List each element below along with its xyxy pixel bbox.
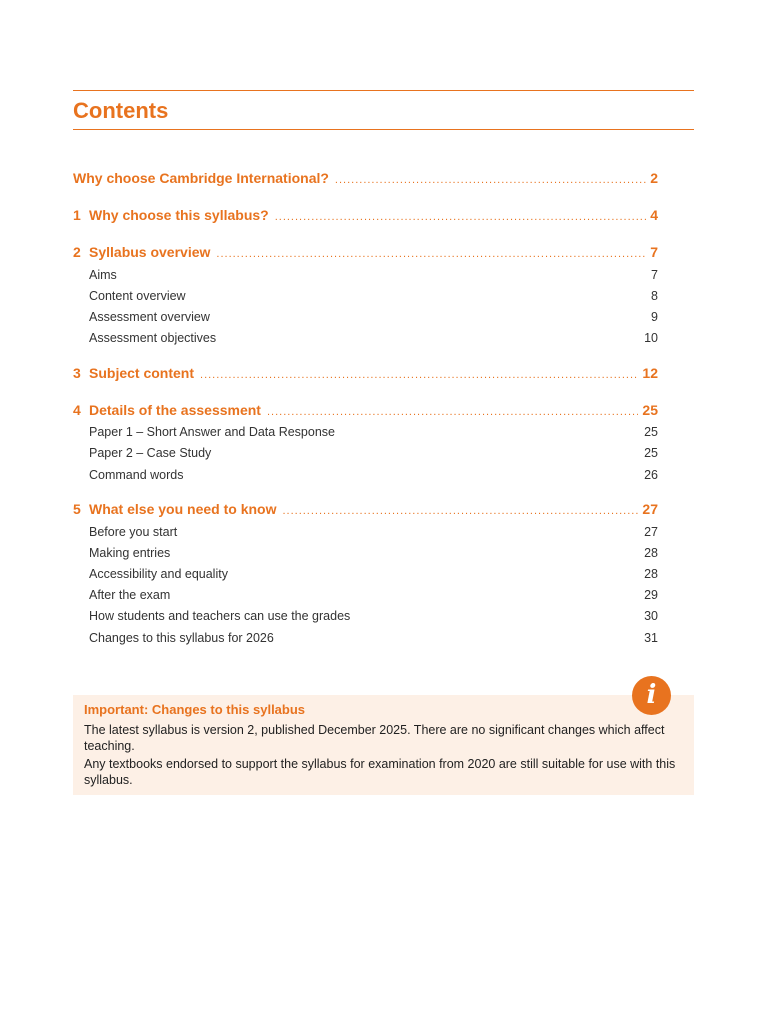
callout-paragraph: Any textbooks endorsed to support the syllabus for examination from 2020 are still suitable for use with this syllabus. <box>84 757 676 787</box>
callout-title: Important: Changes to this syllabus <box>84 702 306 717</box>
toc-entry-page: 2 <box>650 170 658 186</box>
toc-entry-label: Why choose Cambridge International? <box>73 170 329 186</box>
toc-subentry-label: Assessment objectives <box>89 331 217 345</box>
toc-subentry-label: How students and teachers can use the grades <box>89 609 351 623</box>
toc-leader-dots <box>275 208 647 226</box>
toc-subentry-label: Content overview <box>89 289 186 303</box>
toc-leader-dots <box>267 403 638 421</box>
toc-subentry-use-grades[interactable] <box>73 608 658 624</box>
toc-entry-page: 7 <box>650 244 658 260</box>
toc-entry-page: 12 <box>642 365 658 381</box>
important-changes-callout <box>73 695 694 795</box>
toc-leader-dots <box>216 245 646 263</box>
info-icon: i <box>632 676 671 715</box>
toc-entry-page: 27 <box>642 501 658 517</box>
toc-entry-number: 3 <box>73 365 81 381</box>
toc-subentry-aims[interactable] <box>73 267 658 283</box>
toc-subentry-label: Before you start <box>89 525 178 539</box>
toc-subentry-after-exam[interactable] <box>73 587 658 603</box>
callout-body <box>84 722 684 790</box>
toc-subentry-label: Assessment overview <box>89 310 210 324</box>
toc-entry-what-else[interactable] <box>73 500 658 520</box>
toc-leader-dots <box>200 366 638 384</box>
toc-entry-label: Details of the assessment <box>89 402 261 418</box>
toc-subentry-label: Command words <box>89 468 184 482</box>
toc-subentry-label: Aims <box>89 268 117 282</box>
toc-entry-why-cambridge[interactable] <box>73 169 658 189</box>
toc-subentry-accessibility[interactable] <box>73 566 658 582</box>
toc-subentry-page: 31 <box>644 631 658 645</box>
toc-subentry-label: Paper 1 – Short Answer and Data Response <box>89 425 335 439</box>
toc-subentry-command-words[interactable] <box>73 467 658 483</box>
toc-subentry-page: 26 <box>644 468 658 482</box>
toc-entry-label: Why choose this syllabus? <box>89 207 269 223</box>
toc-subentry-label: Accessibility and equality <box>89 567 228 581</box>
toc-entry-page: 4 <box>650 207 658 223</box>
toc-subentry-page: 9 <box>651 310 658 324</box>
toc-subentry-page: 10 <box>644 331 658 345</box>
toc-subentry-page: 25 <box>644 425 658 439</box>
toc-entry-number: 4 <box>73 402 81 418</box>
callout-paragraph: The latest syllabus is version 2, published December 2025. There are no significant changes which affect teaching. <box>84 723 665 753</box>
page-title: Contents <box>73 98 169 123</box>
toc-subentry-making-entries[interactable] <box>73 545 658 561</box>
toc-entry-number: 2 <box>73 244 81 260</box>
toc-subentry-label: Changes to this syllabus for 2026 <box>89 631 274 645</box>
toc-entry-label: Syllabus overview <box>89 244 211 260</box>
toc-subentry-page: 25 <box>644 446 658 460</box>
toc-subentry-page: 30 <box>644 609 658 623</box>
toc-subentry-assessment-overview[interactable] <box>73 309 658 325</box>
toc-subentry-paper-1[interactable] <box>73 424 658 440</box>
toc-subentry-page: 7 <box>651 268 658 282</box>
header-rule-top <box>73 90 694 91</box>
toc-entry-number: 1 <box>73 207 81 223</box>
toc-subentry-assessment-objectives[interactable] <box>73 330 658 346</box>
toc-subentry-label: Paper 2 – Case Study <box>89 446 212 460</box>
toc-subentry-changes-2026[interactable] <box>73 630 658 646</box>
toc-entry-subject-content[interactable] <box>73 364 658 384</box>
toc-subentry-page: 29 <box>644 588 658 602</box>
toc-subentry-content-overview[interactable] <box>73 288 658 304</box>
toc-entry-number: 5 <box>73 501 81 517</box>
toc-subentry-label: After the exam <box>89 588 171 602</box>
toc-entry-label: Subject content <box>89 365 195 381</box>
toc-subentry-page: 27 <box>644 525 658 539</box>
toc-subentry-page: 8 <box>651 289 658 303</box>
toc-entry-why-syllabus[interactable] <box>73 206 658 226</box>
toc-entry-page: 25 <box>642 402 658 418</box>
header-rule-bottom <box>73 129 694 130</box>
toc-leader-dots <box>335 171 646 189</box>
toc-entry-assessment-details[interactable] <box>73 401 658 421</box>
toc-subentry-paper-2[interactable] <box>73 445 658 461</box>
toc-entry-label: What else you need to know <box>89 501 277 517</box>
toc-subentry-page: 28 <box>644 567 658 581</box>
toc-subentry-before-you-start[interactable] <box>73 524 658 540</box>
toc-entry-syllabus-overview[interactable] <box>73 243 658 263</box>
toc-subentry-label: Making entries <box>89 546 171 560</box>
toc-leader-dots <box>282 502 638 520</box>
toc-subentry-page: 28 <box>644 546 658 560</box>
